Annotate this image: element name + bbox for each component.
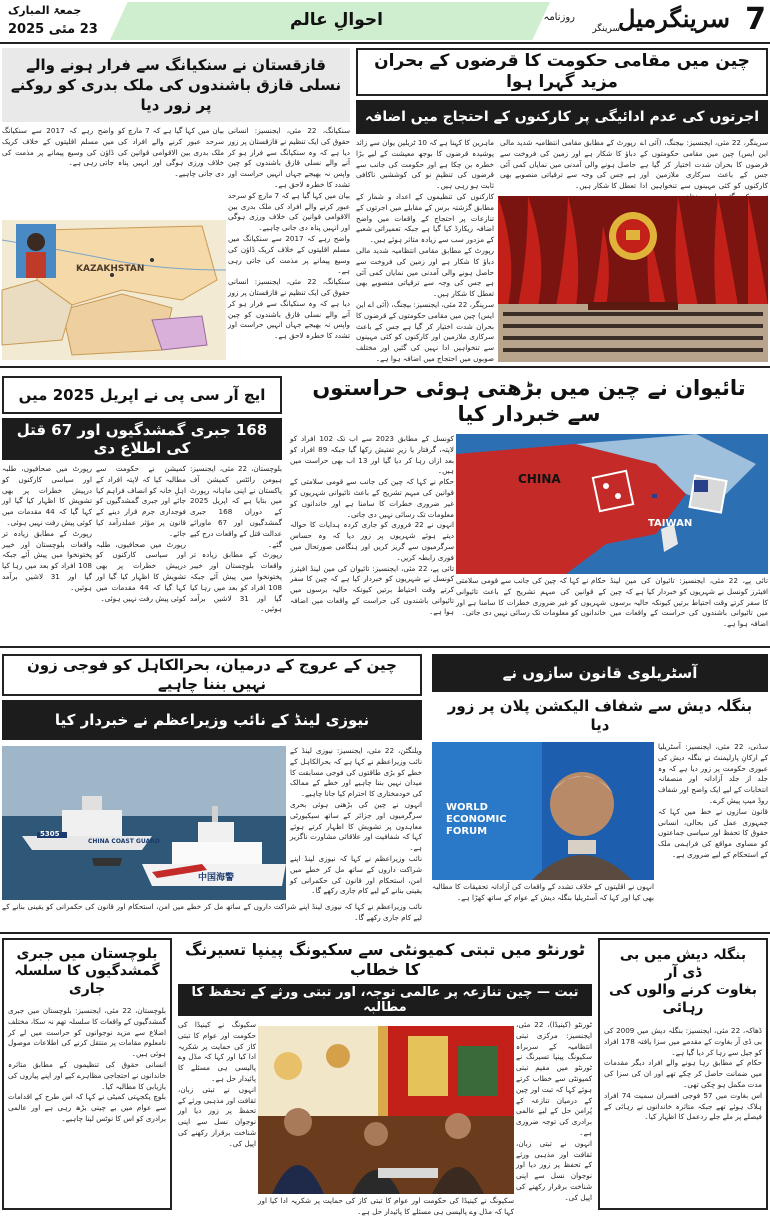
kazakhstan-para-3: واضح رہے کہ 2017 سے سنکیانگ میں مسلم اقلیتوں کے خلاف کریک ڈاؤن کی وسیع پیمانے پر مذمت کی جاتی رہی ہے۔ bbox=[228, 233, 351, 276]
kazakhstan-col-2 bbox=[118, 126, 224, 218]
china-debt-headline: چین میں مقامی حکومت کا قرضوں کے بحران مزید گہرا ہوا bbox=[356, 48, 768, 96]
tibet-photo-caption-text bbox=[258, 1196, 514, 1216]
china-debt-col-3 bbox=[356, 138, 494, 364]
china-debt-para-1: سرینگر، 22 مئی، ایجنسیز: بیجنگ، (آئی اے این ایس) چین میں مقامی حکومتوں کے قرضوں کا بحران شدت اختیار کر گیا ہے جس کے باعث سرکاری ملازمین اور کارکنوں کو کئی مہینوں سے تنخواہیں ادا bbox=[640, 138, 768, 191]
taiwan-para-4: تائی پے، 22 مئی، ایجنسیز: تائیوان کی مین لینڈ افیئرز کونسل نے شہریوں کو خبردار کیا ہے کہ چین کا سفر کرتے وقت احتیاط برتیں کیونکہ حالیہ برسوں میں تائیوانی باشندوں کی حراست کے واقعات میں اضافہ ہوا ہے۔ bbox=[290, 563, 454, 616]
taiwan-headline: تائیوان نے چین میں بڑھتی ہوئی حراستوں سے خبردار کیا bbox=[290, 372, 768, 430]
bdr-headline-line3: رہائی bbox=[662, 999, 704, 1016]
hrcp-col-2 bbox=[96, 464, 186, 640]
hrcp-col-3 bbox=[2, 464, 92, 640]
kazakhstan-col-3 bbox=[2, 126, 114, 218]
bdr-headline-line1: بنگلہ دیش میں بی ڈی آر bbox=[619, 947, 747, 981]
nz-col-2 bbox=[2, 902, 422, 926]
china-debt-para-6: سرینگر، 22 مئی، ایجنسیز: بیجنگ، (آئی اے این ایس) چین میں مقامی حکومتوں کے قرضوں کا بحران شدت اختیار کر گیا ہے جس کے باعث سرکاری ملازمین اور کارکنوں کو کئی مہینوں سے تنخواہیں ادا نہیں کی گئیں اور مختلف صوبوں میں احتجاج میں اضافہ ہوا ہے۔ bbox=[356, 299, 494, 363]
paper-name: سرینگرمیل bbox=[617, 4, 730, 33]
hrcp-para-1: بلوچستان، 22 مئی، ایجنسیز: ہیومن رائٹس کمیشن آف پاکستان نے اپنی ماہانہ رپورٹ میں بتایا ہے کہ اپریل 2025 کے دوران 168 جبری گمشدگیوں اور 67 ماورائے عدالت قتل کے واقعات درج کیے گئے۔ bbox=[190, 464, 282, 549]
hrcp-col-1 bbox=[190, 464, 282, 640]
china-debt-para-3: ماہرین کا کہنا ہے کہ 10 ٹریلین یوان سے زائد پوشیدہ قرضوں کا بوجھ معیشت کے لیے بڑا خطرہ بن چکا ہے اور حکومت کی جانب سے قرضوں کی تنظیمِ نو کی کوششیں ناکافی ثابت ہو رہی ہیں۔ bbox=[356, 138, 495, 191]
tibet-col-2 bbox=[178, 1020, 256, 1208]
paper-city: سرینگر bbox=[592, 24, 620, 34]
tibet-photo bbox=[258, 1026, 514, 1194]
australia-para-2: قانون سازوں نے خط میں کہا کہ جمہوری عمل کی بحالی، انسانی حقوق کا تحفظ اور سیاسی جماعتوں کو مساوی مواقع کی فراہمی ملک کے استحکام کے لیے ضروری ہے۔ bbox=[658, 806, 768, 859]
nz-para-2: انہوں نے چین کی بڑھتی ہوئی بحری سرگرمیوں اور جزائر کے ساتھ سیکیورٹی معاہدوں پر تشویش کا اظہار کرتے ہوئے کہا کہ شفافیت اور علاقائی مشاورت ناگزیر ہے۔ bbox=[290, 799, 422, 853]
taiwan-para-1: کونسل کے مطابق 2023 سے اب تک 102 افراد کو لاپتہ، گرفتار یا زیرِ تفتیش رکھا گیا جبکہ 89 افراد کو بعد ازاں رہا کر دیا گیا اور 13 اب بھی حراست میں ہیں۔ bbox=[290, 434, 454, 476]
divider-3 bbox=[0, 932, 770, 934]
tibet-para-2: انہوں نے تبتی زبان، ثقافت اور مذہبی ورثے کے تحفظ پر زور دیا اور نوجوان نسل سے اپنی شناخت برقرار رکھنے کی اپیل کی۔ bbox=[516, 1138, 592, 1202]
australia-headline-line2: بنگلہ دیش سے شفاف الیکشن پلان پر زور دیا bbox=[432, 696, 768, 736]
hrcp-para-2: رپورٹ کے مطابق زیادہ تر واقعات بلوچستان اور خیبر پختونخوا میں پیش آئے جبکہ 108 افراد کو بعد میں رہا کیا گیا اور 31 لاشیں برآمد ہوئیں۔ bbox=[190, 550, 282, 614]
coast-guard-photo bbox=[2, 746, 286, 900]
kazakhstan-para-1: سنکیانگ، 22 مئی، ایجنسیز: انسانی حقوق کی ایک تنظیم نے قازقستان پر زور دیا ہے کہ وہ سنکیانگ سے فرار ہو کر آنے والے نسلی قازق باشندوں کو چین واپس نہ بھیجے جہاں انہیں حراست اور تشدد کا خطرہ لاحق ہے۔ bbox=[228, 126, 350, 189]
hrcp-para-3: کمیشن نے حکومت سے مطالبہ کیا کہ لاپتہ افراد کے اہلِ خانہ کو انصاف فراہم کیا جائے اور جبری گمشدگیوں کو فوجداری جرم قرار دینے کے قانون پر مؤثر عملدرآمد کیا جائے۔ bbox=[96, 464, 186, 538]
coast-guard-hull-number: 5305 bbox=[40, 830, 60, 838]
kazakhstan-col-1 bbox=[228, 126, 350, 356]
china-parliament-photo bbox=[498, 196, 768, 362]
balochistan-headline-line1: بلوچستان میں جبری bbox=[16, 945, 158, 962]
bdr-para-2: حکام کے مطابق رہا ہونے والے افراد دیگر مقدمات میں ضمانت حاصل کر چکے تھے اور ان کی سزا کی مدت مکمل ہو چکی تھی۔ bbox=[604, 1058, 762, 1089]
paper-daily-label: روزنامہ bbox=[543, 12, 575, 23]
china-debt-para-2: رپورٹ کے مطابق مقامی انتظامیہ شدید مالی دباؤ کا شکار ہے اور زمین کی فروخت سے حاصل ہونے والی آمدنی میں نمایاں کمی آئی ہے جس کی وجہ سے ترقیاتی منصوبے بھی تعطل کا شکار ہیں۔ bbox=[500, 138, 636, 191]
bdr-para-1: ڈھاکہ، 22 مئی، ایجنسیز: بنگلہ دیش میں 2009 کی بی ڈی آر بغاوت کے مقدمے میں سزا یافتہ 178 افراد کو جیل سے رہا کر دیا گیا ہے۔ bbox=[604, 1026, 762, 1057]
nz-para-4: نائب وزیراعظم نے کہا کہ نیوزی لینڈ اپنے شراکت داروں کے ساتھ مل کر خطے میں امن، استحکام اور قانون کی حکمرانی کو یقینی بنانے کے لیے کام جاری رکھے گا۔ bbox=[2, 902, 422, 922]
tibet-col-1 bbox=[516, 1020, 592, 1208]
nz-para-3: نائب وزیراعظم نے کہا کہ نیوزی لینڈ اپنے شراکت داروں کے ساتھ مل کر خطے میں امن، استحکام اور قانون کی حکمرانی کو یقینی بنانے کے لیے کام جاری رکھے گا۔ bbox=[290, 853, 422, 896]
taiwan-col-1 bbox=[290, 434, 454, 638]
section-title: احوالِ عالم bbox=[290, 10, 383, 30]
balochistan-col bbox=[8, 1006, 166, 1206]
masthead bbox=[0, 0, 770, 44]
china-debt-para-4: کارکنوں کی تنظیموں کے اعداد و شمار کے مطابق گزشتہ برس کے مقابلے میں اجرتوں کے تنازعات پر احتجاج کے واقعات میں واضح اضافہ ریکارڈ کیا گیا ہے جبکہ تعمیراتی شعبے کے مزدور سب سے زیادہ متاثر ہوئے ہیں۔ bbox=[356, 191, 494, 245]
china-debt-subhead: اجرتوں کی عدم ادائیگی پر کارکنوں کے احتجاج میں اضافہ bbox=[356, 100, 768, 134]
balochistan-headline-line2: گمشدگیوں کا سلسلہ جاری bbox=[14, 963, 160, 997]
yunus-photo bbox=[432, 742, 654, 880]
kazakhstan-para-5: بیان میں کہا گیا ہے کہ 7 مارچ کو سرحد عبور کرنے والے افراد کی ملک بدری بین الاقوامی قوانین کی خلاف ورزی ہوگی اور انہیں پناہ دی جانی چاہیے۔ bbox=[118, 126, 224, 179]
hrcp-para-4: رپورٹ میں صحافیوں، طلبہ اور سیاسی کارکنوں کو درپیش خطرات پر بھی تشویش کا اظہار کیا گیا اور کہا گیا کہ 44 مقدمات میں کوئی پیش رفت نہیں ہوئی۔ bbox=[96, 539, 187, 603]
taiwan-graphic-china-label: CHINA bbox=[518, 472, 561, 486]
tibet-headline: ٹورنٹو میں تبتی کمیونٹی سے سکیونگ پینپا تسیرنگ کا خطاب bbox=[178, 940, 592, 980]
coast-guard-hull-text: CHINA COAST GUARD bbox=[88, 838, 160, 845]
taiwan-para-3: انہوں نے 22 فروری کو جاری کردہ ہدایات کا حوالہ دیتے ہوئے شہریوں پر زور دیا کہ وہ حساس سرگرمیوں سے گریز کریں اور ہنگامی صورتحال میں فوری رابطہ کریں۔ bbox=[290, 520, 454, 562]
bdr-headline-line2: بغاوت کرنے والوں کی bbox=[609, 982, 757, 998]
kazakhstan-headline bbox=[2, 48, 350, 122]
kazakhstan-para-2: بیان میں کہا گیا ہے کہ 7 مارچ کو سرحد عبور کرنے والے افراد کی ملک بدری بین الاقوامی قوانین کی خلاف ورزی ہوگی اور انہیں پناہ دی جانی چاہیے۔ bbox=[228, 190, 351, 233]
nz-para-1: ویلنگٹن، 22 مئی، ایجنسیز: نیوزی لینڈ کے نائب وزیراعظم نے کہا ہے کہ بحرالکاہل کے خطے کو بڑی طاقتوں کی فوجی مسابقت کا میدان نہیں بننا چاہیے اور خطے کے ممالک کی خودمختاری کا احترام کیا جانا چاہیے۔ bbox=[290, 746, 422, 799]
taiwan-para-2: حکام نے کہا کہ چین کی جانب سے قومی سلامتی کے قوانین کی مبہم تشریح کے باعث تائیوانی شہریوں کو غیر ضروری خطرات کا سامنا ہے اور خاندانوں کو معلومات تک رسائی نہیں دی جاتی۔ bbox=[290, 477, 454, 519]
nz-headline-line2: نیوزی لینڈ کے نائب وزیراعظم نے خبردار کیا bbox=[2, 700, 422, 740]
australia-headline-line1: آسٹریلوی قانون سازوں نے bbox=[432, 654, 768, 692]
australia-col-1 bbox=[658, 742, 768, 926]
bdr-headline bbox=[602, 942, 764, 1022]
kazakhstan-headline-line2: نسلی قازق باشندوں کی ملک بدری کو روکنے پر زور دیا bbox=[10, 75, 342, 115]
nz-col-1 bbox=[290, 746, 422, 900]
china-debt-col-2 bbox=[500, 138, 636, 194]
kazakhstan-map bbox=[2, 220, 226, 360]
china-debt-col-1 bbox=[640, 138, 768, 194]
tibet-para-5: سکیونگ نے کینیڈا کی حکومت اور عوام کا تبتی کاز کی حمایت پر شکریہ ادا کیا اور کہا کہ مڈل وے پالیسی ہی مسئلے کا پائیدار حل ہے۔ bbox=[258, 1196, 514, 1216]
balochistan-para-1: بلوچستان، 22 مئی، ایجنسیز: بلوچستان میں جبری گمشدگیوں کے واقعات کا سلسلہ تھم نہ سکا، مختلف اضلاع سے مزید نوجوانوں کو حراست میں لے کر نامعلوم مقامات پر منتقل کرنے کی اطلاعات موصول ہوئی ہیں۔ bbox=[8, 1006, 166, 1059]
taiwan-graphic-taiwan-label: TAIWAN bbox=[648, 518, 693, 529]
australia-col-2 bbox=[432, 882, 654, 926]
divider-1 bbox=[0, 366, 770, 368]
bdr-col bbox=[604, 1026, 762, 1206]
kazakhstan-headline-line1: قازقستان نے سنکیانگ سے فرار ہونے والے bbox=[26, 55, 326, 74]
kazakhstan-para-6: واضح رہے کہ 2017 سے سنکیانگ میں مسلم اقلیتوں کے خلاف کریک ڈاؤن کی وسیع پیمانے پر مذمت کی جاتی رہی ہے۔ bbox=[2, 126, 114, 168]
wef-backdrop-text: WORLD ECONOMIC FORUM bbox=[446, 802, 507, 837]
tibet-subhead: تبت — چین تنازعہ پر عالمی توجہ، اور تبتی ورثے کے تحفظ کا مطالبہ bbox=[178, 984, 592, 1016]
kazakhstan-para-4: سنکیانگ، 22 مئی، ایجنسیز: انسانی حقوق کی ایک تنظیم نے قازقستان پر زور دیا ہے کہ وہ سنکیانگ سے فرار ہو کر آنے والے نسلی قازق باشندوں کو چین واپس نہ بھیجے جہاں انہیں حراست اور تشدد کا خطرہ لاحق ہے۔ bbox=[228, 277, 350, 341]
coast-guard-chinese-text: 中国海警 bbox=[198, 873, 235, 883]
bdr-para-3: اس بغاوت میں 57 فوجی افسران سمیت 74 افراد ہلاک ہوئے تھے جبکہ متاثرہ خاندانوں نے رہائی کے فیصلے پر ملے جلے ردعمل کا اظہار کیا۔ bbox=[604, 1090, 762, 1122]
china-debt-para-5: رپورٹ کے مطابق مقامی انتظامیہ شدید مالی دباؤ کا شکار ہے اور زمین کی فروخت سے حاصل ہونے والی آمدنی میں نمایاں کمی آئی ہے جس کی وجہ سے ترقیاتی منصوبے بھی تعطل کا شکار ہیں۔ bbox=[356, 245, 494, 299]
hrcp-para-5: رپورٹ میں صحافیوں، طلبہ اور سیاسی کارکنوں کو درپیش خطرات پر بھی تشویش کا اظہار کیا گیا اور کہا گیا کہ 44 مقدمات میں کوئی پیش رفت نہیں ہوئی۔ bbox=[2, 464, 93, 527]
taiwan-graphic bbox=[456, 434, 768, 574]
taiwan-col-2 bbox=[456, 576, 606, 640]
date-full: 23 مئی 2025 bbox=[8, 22, 98, 37]
taiwan-col-3 bbox=[610, 576, 768, 640]
nz-headline-line1: چین کے عروج کے درمیان، بحرالکاہل کو فوجی زون نہیں بننا چاہیے bbox=[2, 654, 422, 696]
tibet-para-1: ٹورنٹو (کینیڈا)، 22 مئی، ایجنسیز: مرکزی تبتی انتظامیہ کے سربراہ سکیونگ پینپا تسیرنگ نے ٹورنٹو میں مقیم تبتی کمیونٹی سے خطاب کرتے ہوئے کہا کہ تبت اور چین کے درمیان تنازعہ کے پُرامن حل کے لیے عالمی برادری کی توجہ ضروری ہے۔ bbox=[516, 1020, 592, 1137]
date-day: جمعۃ المبارک bbox=[8, 4, 82, 17]
tibet-para-3: سکیونگ نے کینیڈا کی حکومت اور عوام کا تبتی کاز کی حمایت پر شکریہ ادا کیا اور کہا کہ مڈل وے پالیسی ہی مسئلے کا پائیدار حل ہے۔ bbox=[178, 1020, 256, 1083]
hrcp-headline-line2: 168 جبری گمشدگیوں اور 67 قتل کی اطلاع دی bbox=[2, 418, 282, 460]
balochistan-para-2: انسانی حقوق کی تنظیموں کے مطابق متاثرہ خاندانوں نے احتجاجی مظاہرے کیے اور اپنے پیاروں کی بازیابی کا مطالبہ کیا۔ bbox=[8, 1059, 166, 1091]
australia-para-1: سڈنی، 22 مئی، ایجنسیز: آسٹریلیا کے ارکانِ پارلیمنٹ نے بنگلہ دیش کی عبوری حکومت پر زور دیا ہے کہ وہ جلد از جلد آزادانہ اور منصفانہ انتخابات کے لیے ایک واضح اور شفاف روڈ میپ پیش کرے۔ bbox=[658, 742, 768, 805]
kazakhstan-map-label: KAZAKHSTAN bbox=[76, 264, 145, 274]
balochistan-headline bbox=[6, 942, 168, 1002]
taiwan-para-5: حکام نے کہا کہ چین کی جانب سے قومی سلامتی کے قوانین کی مبہم تشریح کے باعث تائیوانی شہریوں کو غیر ضروری خطرات کا سامنا ہے اور خاندانوں کو معلومات تک رسائی نہیں دی جاتی۔ bbox=[456, 576, 606, 618]
divider-2 bbox=[0, 646, 770, 648]
hrcp-para-6: رپورٹ کے مطابق زیادہ تر واقعات بلوچستان اور خیبر پختونخوا میں پیش آئے جبکہ 108 افراد کو بعد میں رہا کیا گیا اور 31 لاشیں برآمد ہوئیں۔ bbox=[2, 528, 92, 592]
page-number: 7 bbox=[745, 2, 766, 37]
australia-para-3: انہوں نے اقلیتوں کے خلاف تشدد کے واقعات کی آزادانہ تحقیقات کا مطالبہ بھی کیا اور کہا کہ آسٹریلیا بنگلہ دیش کے عوام کے ساتھ کھڑا ہے۔ bbox=[432, 882, 654, 902]
tibet-para-4: انہوں نے تبتی زبان، ثقافت اور مذہبی ورثے کے تحفظ پر زور دیا اور نوجوان نسل سے اپنی شناخت برقرار رکھنے کی اپیل کی۔ bbox=[178, 1084, 256, 1148]
hrcp-headline-line1: ایچ آر سی پی نے اپریل 2025 میں bbox=[2, 376, 282, 414]
balochistan-para-3: بلوچ یکجہتی کمیٹی نے کہا کہ اس طرح کے اقدامات سے عوام میں بے چینی بڑھ رہی ہے اور عالمی برادری کو اس کا نوٹس لینا چاہیے۔ bbox=[8, 1092, 166, 1123]
taiwan-para-6: تائی پے، 22 مئی، ایجنسیز: تائیوان کی مین لینڈ افیئرز کونسل نے شہریوں کو خبردار کیا ہے کہ چین کا سفر کرتے وقت احتیاط برتیں کیونکہ حالیہ برسوں میں تائیوانی باشندوں کی حراست کے واقعات میں اضافہ ہوا ہے۔ bbox=[610, 576, 768, 629]
